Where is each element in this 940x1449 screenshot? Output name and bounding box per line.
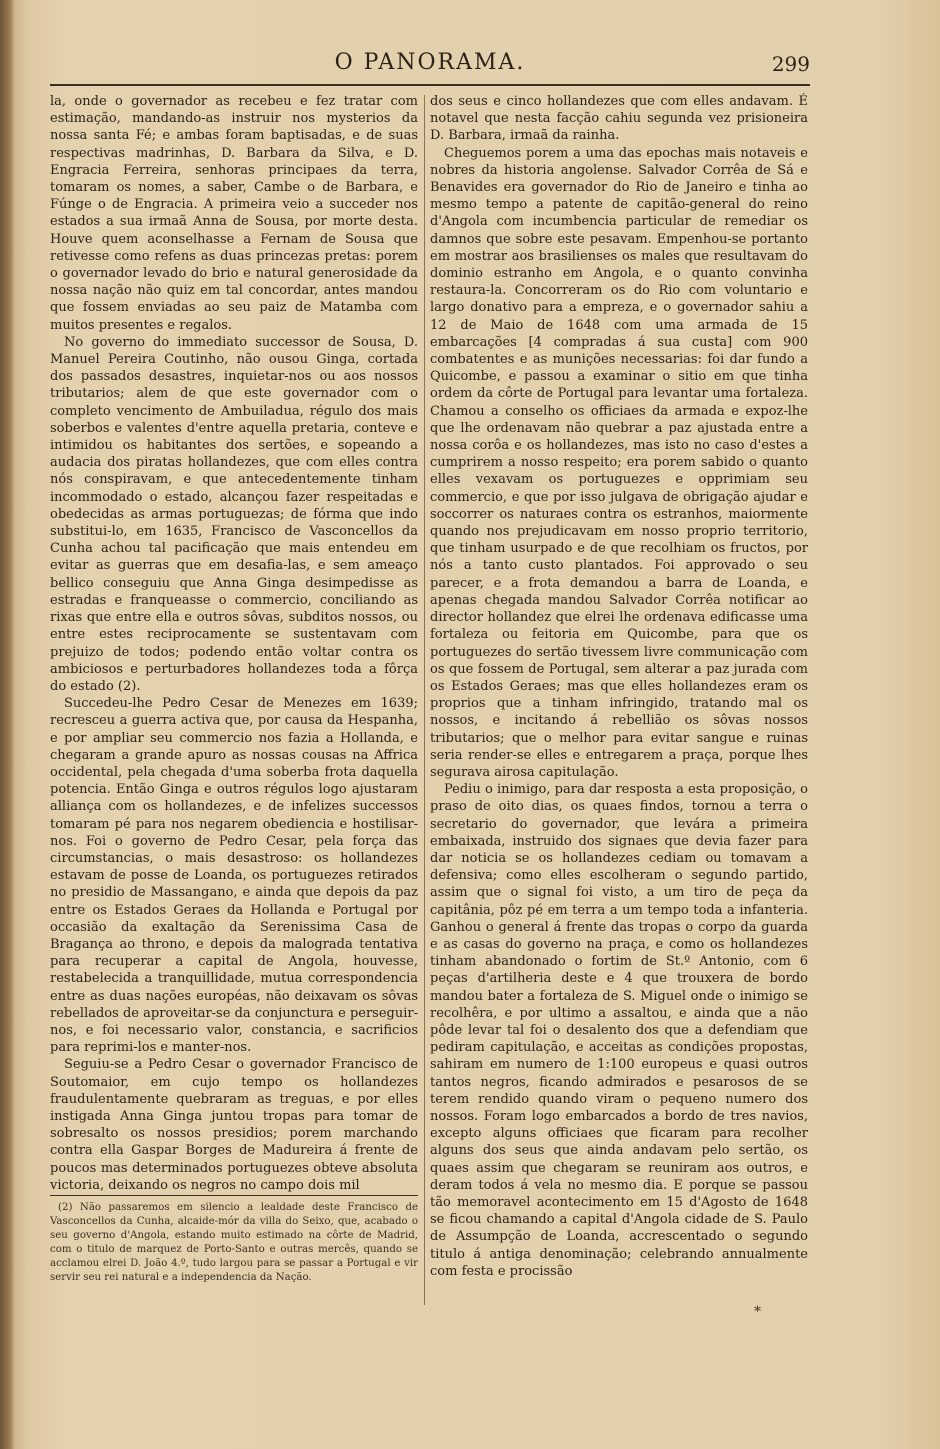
paragraph: No governo do immediato successor de Sousa, D. Manuel Pereira Coutinho, não ousou Ginga, cortada dos passados desastres, inquietar-nos ou aos nossos tributarios; alem de que este governador com o completo vencimento de Ambuiladua, régulo dos mais soberbos e valentes d'entre aquella pretaria, conteve e intimidou os habitantes dos sertões, e sopeando a audacia dos piratas hollandezes, que com elles contra nós conspiravam, e que antecedentemente tinham incommodado o estado, alcançou fazer respeitadas e obedecidas as armas portuguezas; de fórma que indo substitui-lo, em 1635, Francisco de Vasconcellos da Cunha achou tal pacificação que mais entendeu em evitar as guerras que em desafia-las, e sem ameaço bellico conseguiu que Anna Ginga desimpedisse as estradas e franqueasse o commercio, conciliando as rixas que entre ella e outros sôvas, subditos nossos, ou entre estes reciprocamente se sustentavam com prejuizo de todos; podendo então voltar contra os ambiciosos e perturbadores hollandezes toda a fôrça do estado (2). bbox=[50, 334, 418, 694]
column-divider bbox=[424, 95, 425, 1305]
right-column bbox=[430, 93, 808, 1313]
left-column bbox=[50, 93, 418, 1193]
paragraph: la, onde o governador as recebeu e fez tratar com estimação, mandando-as instruir nos mysterios da nossa santa Fé; e ambas foram baptisadas, e de suas respectivas madrinhas, D. Barbara da Silva, e D. Engracia Ferreira, senhoras principaes da terra, tomaram os nomes, a saber, Cambe o de Barbara, e Fúnge o de Engracia. A primeira veio a succeder nos estados a sua irmaã Anna de Sousa, por morte desta. Houve quem aconselhasse a Fernam de Sousa que retivesse como refens as duas princezas pretas: porem o governador levado do brio e natural generosidade da nossa nação não quiz em tal concordar, antes mandou que fossem enviadas ao seu paiz de Matamba com muitos presentes e regalos. bbox=[50, 94, 418, 333]
page-number: 299 bbox=[771, 52, 810, 76]
signature-mark: * bbox=[754, 1304, 761, 1320]
paragraph: Pediu o inimigo, para dar resposta a esta proposição, o praso de oito dias, os quaes findos, tornou a terra o secretario do governador, que levára a primeira embaixada, instruido dos signaes que devia fazer para dar noticia se os hollandezes cediam ou tomavam a defensiva; como elles escolheram o segundo partido, assim que o signal foi visto, a um tiro de peça da capitânia, pôz pé em terra a um tempo toda a infanteria. Ganhou o general á frente das tropas o corpo da guarda e as casas do governo na praça, e como os hollandezes tinham abandonado o fortim de St.º Antonio, com 6 peças d'artilheria deste e 4 que trouxera de bordo mandou bater a fortaleza de S. Miguel onde o inimigo se recolhêra, e por ultimo a assaltou, e ainda que a não pôde levar tal foi o desalento dos que a defendiam que pediram capitulação, e acceitas as condições propostas, sahiram em numero de 1:100 europeus e quasi outros tantos negros, ficando admirados e pesarosos de se terem rendido quando viram o pequeno numero dos nossos. Foram logo embarcados a bordo de tres navios, excepto alguns officiaes que ficaram para recolher alguns dos seus que ainda andavam pelo sertão, os quaes assim que chegaram se reuniram aos outros, e deram todos á vela no mesmo dia. E porque se passou tão memoravel acontecimento em 15 d'Agosto de 1648 se ficou chamando a capital d'Angola cidade de S. Paulo de Assumpção de Loanda, accrescentado o segundo titulo á antiga denominação; celebrando annualmente com festa e procissão bbox=[430, 782, 808, 1279]
header-rule bbox=[50, 84, 810, 86]
paragraph: Succedeu-lhe Pedro Cesar de Menezes em 1639; recresceu a guerra activa que, por causa da Hespanha, e por ampliar seu commercio nos fazia a Hollanda, e chegaram a grande apuro as nossas cousas na Affrica occidental, pela chegada d'uma soberba frota daquella potencia. Então Ginga e outros régulos logo ajustaram alliança com os hollandezes, e de infelizes successos tomaram pé para nos negarem obediencia e hostilisar-nos. Foi o governo de Pedro Cesar, pela força das circumstancias, o mais desastroso: os hollandezes estavam de posse de Loanda, os portuguezes retirados no presidio de Massangano, e ainda que depois da paz entre os Estados Geraes da Hollanda e Portugal por occasião da exaltação da Serenissima Casa de Bragança ao throno, e depois da malograda tentativa para recuperar a capital de Angola, houvesse, restabelecida a tranquillidade, mutua correspondencia entre as duas nações européas, não deixavam os sôvas rebellados de aproveitar-se da conjunctura e perseguir-nos, e foi necessario valor, constancia, e sacrificios para reprimi-los e manter-nos. bbox=[50, 696, 418, 1056]
footnote: (2) Não passaremos em silencio a lealdade deste Francisco de Vasconcellos da Cunha, alcaide-mór da villa do Seixo, que, acabado o seu governo d'Angola, estando muito estimado na côrte de Madrid, com o titulo de marquez de Porto-Santo e outras mercês, quando se acclamou elrei D. João 4.º, tudo largou para se passar a Portugal e vir servir seu rei natural e a independencia da Nação. bbox=[50, 1202, 418, 1283]
paragraph: Cheguemos porem a uma das epochas mais notaveis e nobres da historia angolense. Salvador Corrêa de Sá e Benavides era governador do Rio de Janeiro e tinha ao mesmo tempo a patente de capitão-general do reino d'Angola com incumbencia particular de remediar os damnos que sobre este pesavam. Empenhou-se portanto em mostrar aos brasilienses os males que resultavam do dominio estranho em Angola, e o quanto convinha restaura-la. Concorreram os do Rio com voluntario e largo donativo para a empreza, e o governador sahiu a 12 de Maio de 1648 com uma armada de 15 embarcações [4 compradas á sua custa] com 900 combatentes e as munições necessarias: foi dar fundo a Quicombe, e passou a examinar o sitio em que tinha ordem da côrte de Portugal para levantar uma fortaleza. Chamou a conselho os officiaes da armada e expoz-lhe que lhe ordenavam não quebrar a paz ajustada entre a nossa corôa e os hollandezes, mas isto no caso d'estes a cumprirem a nosso respeito; era porem sabido o quanto elles vexavam os portuguezes e opprimiam seu commercio, e que por isso julgava de obrigação ajudar e soccorrer os naturaes contra os estranhos, maiormente quando nos prejudicavam em nosso proprio territorio, que tinham usurpado e de que recolhiam os fructos, por nós a tanto custo plantados. Foi approvado o seu parecer, e a frota demandou a barra de Loanda, e apenas chegada mandou Salvador Corrêa notificar ao director hollandez que elrei lhe ordenava edificasse uma fortaleza ou feitoria em Quicombe, para que os portuguezes do sertão tivessem livre communicação com os que fossem de Portugal, sem alterar a paz jurada com os Estados Geraes; mas que elles hollandezes eram os proprios que a tinham infringido, tratando mal os nossos, e incitando á rebellião os sôvas nossos tributarios; que o melhor para evitar sangue e ruinas seria render-se elles e entregarem a praça, porque lhes segurava airosa capitulação. bbox=[430, 145, 808, 780]
page-binding-edge bbox=[0, 0, 14, 1449]
paragraph: dos seus e cinco hollandezes que com elles andavam. É notavel que nesta facção cahiu segunda vez prisioneira D. Barbara, irmaã da rainha. bbox=[430, 94, 808, 144]
footnote-rule bbox=[50, 1195, 418, 1196]
page-header bbox=[50, 48, 810, 80]
running-title: O PANORAMA. bbox=[334, 50, 526, 75]
paragraph: Seguiu-se a Pedro Cesar o governador Francisco de Soutomaior, em cujo tempo os hollandezes fraudulentamente quebraram as treguas, e por elles instigada Anna Ginga juntou tropas para tomar de sobresalto os nossos presidios; porem marchando contra ella Gaspar Borges de Madureira á frente de poucos mas determinados portuguezes obteve absoluta victoria, deixando os negros no campo dois mil bbox=[50, 1057, 418, 1193]
